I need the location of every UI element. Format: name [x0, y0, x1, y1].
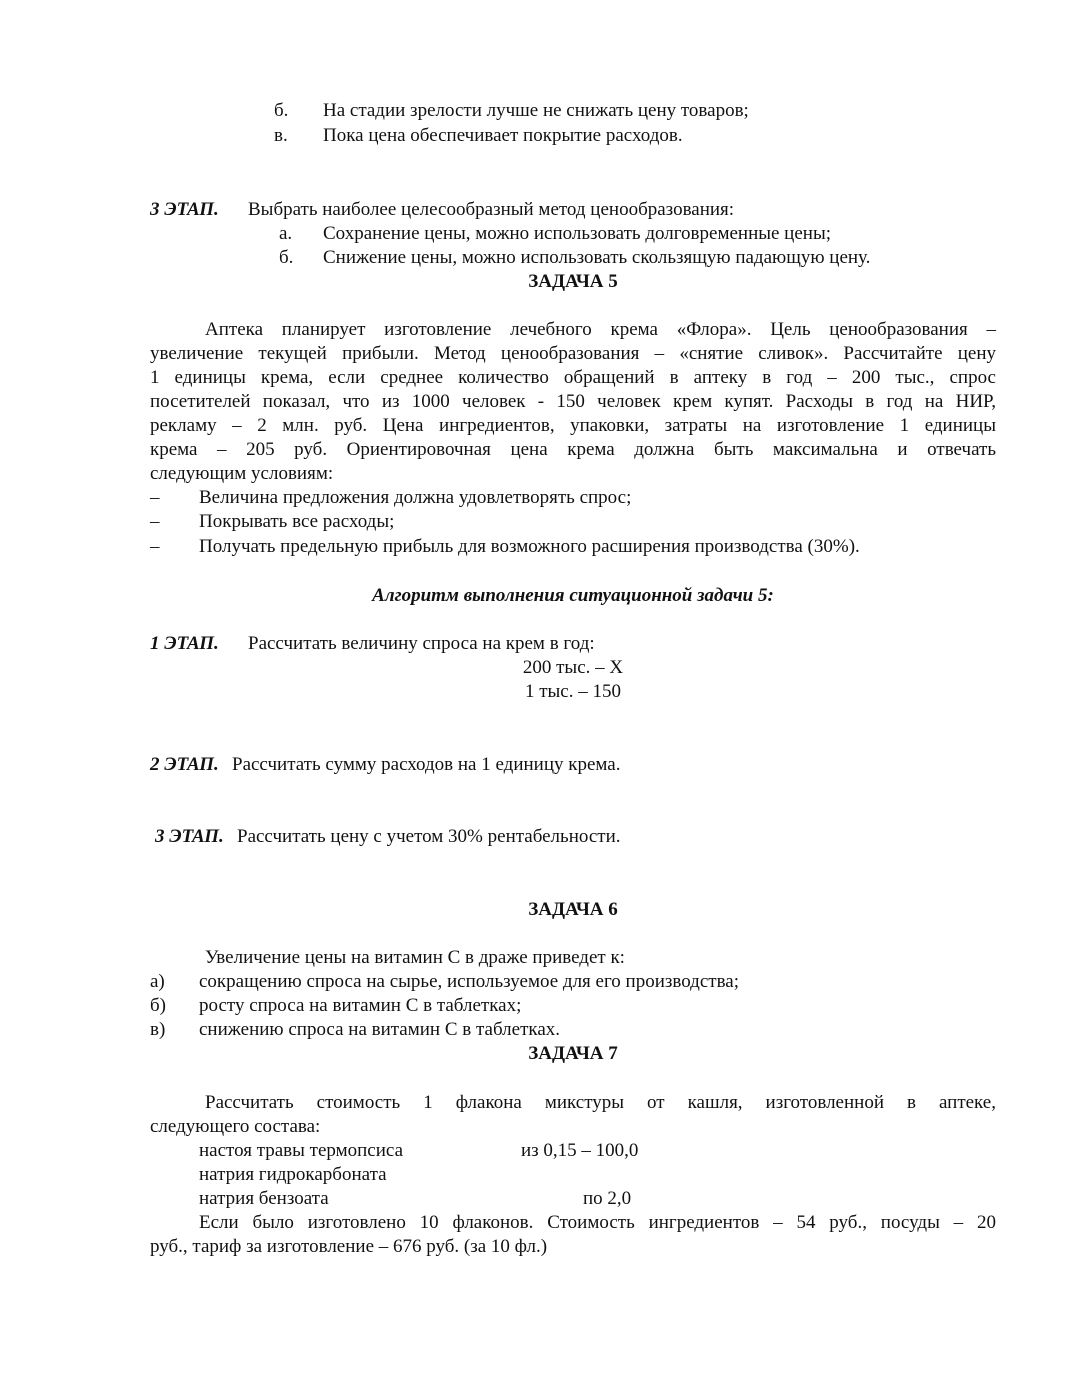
- stage-label: 1 ЭТАП.: [150, 633, 219, 654]
- list-marker: в.: [274, 125, 288, 146]
- option-marker: а): [150, 971, 165, 992]
- ingredient-amount: из 0,15 – 100,0: [521, 1140, 639, 1161]
- stage-text: Рассчитать величину спроса на крем в год:: [248, 633, 595, 654]
- option-text: сокращению спроса на сырье, используемое для его производства;: [199, 971, 740, 992]
- paragraph-line: следующего состава:: [150, 1116, 321, 1137]
- option-marker: в): [150, 1019, 166, 1040]
- task-title: ЗАДАЧА 6: [528, 899, 618, 920]
- paragraph-line: Рассчитать стоимость 1 флакона микстуры от кашля, изготовленной в аптеке,: [205, 1092, 996, 1113]
- paragraph-line: 1 единицы крема, если среднее количество обращений в аптеку в год – 200 тыс., спрос: [150, 367, 996, 388]
- list-item-text: Получать предельную прибыль для возможного расширения производства (30%).: [199, 536, 860, 557]
- list-marker: –: [150, 511, 160, 532]
- stage-text: Рассчитать сумму расходов на 1 единицу крема.: [232, 754, 621, 775]
- list-item-text: Снижение цены, можно использовать скользящую падающую цену.: [323, 247, 871, 268]
- paragraph-line: Если было изготовлено 10 флаконов. Стоимость ингредиентов – 54 руб., посуды – 20: [199, 1212, 996, 1233]
- list-marker: а.: [279, 223, 293, 244]
- list-marker: б.: [279, 247, 294, 268]
- list-item-text: Величина предложения должна удовлетворять спрос;: [199, 487, 632, 508]
- option-text: росту спроса на витамин С в таблетках;: [199, 995, 522, 1016]
- task-title: ЗАДАЧА 5: [528, 271, 618, 292]
- paragraph-line: Аптека планирует изготовление лечебного крема «Флора». Цель ценообразования –: [205, 319, 996, 340]
- stage-text: Рассчитать цену с учетом 30% рентабельности.: [237, 826, 621, 847]
- stage-label: 2 ЭТАП.: [150, 754, 219, 775]
- paragraph-line: посетителей показал, что из 1000 человек - 150 человек крем купят. Расходы в год на НИР,: [150, 391, 996, 412]
- list-marker: –: [150, 536, 160, 557]
- task-intro: Увеличение цены на витамин С в драже приведет к:: [205, 947, 625, 968]
- calc-line: 200 тыс. – Х: [522, 657, 624, 678]
- option-text: снижению спроса на витамин С в таблетках.: [199, 1019, 560, 1040]
- list-item-text: Покрывать все расходы;: [199, 511, 395, 532]
- list-item-text: Сохранение цены, можно использовать долговременные цены;: [323, 223, 831, 244]
- paragraph-line: увеличение текущей прибыли. Метод ценообразования – «снятие сливок». Рассчитайте цену: [150, 343, 996, 364]
- ingredient-name: натрия гидрокарбоната: [199, 1164, 387, 1185]
- stage-text: Выбрать наиболее целесообразный метод ценообразования:: [248, 199, 735, 220]
- paragraph-line: следующим условиям:: [150, 463, 334, 484]
- stage-label: 3 ЭТАП.: [150, 199, 219, 220]
- list-marker: б.: [274, 100, 289, 121]
- calc-line: 1 тыс. – 150: [524, 681, 621, 702]
- list-item-text: На стадии зрелости лучше не снижать цену товаров;: [323, 100, 749, 121]
- paragraph-line: крема – 205 руб. Ориентировочная цена крема должна быть максимальна и отвечать: [150, 439, 996, 460]
- paragraph-line: рекламу – 2 млн. руб. Цена ингредиентов, упаковки, затраты на изготовление 1 единицы: [150, 415, 996, 436]
- list-item-text: Пока цена обеспечивает покрытие расходов.: [323, 125, 683, 146]
- list-marker: –: [150, 487, 160, 508]
- stage-label: 3 ЭТАП.: [155, 826, 224, 847]
- algorithm-title: Алгоритм выполнения ситуационной задачи 5:: [372, 585, 774, 606]
- option-marker: б): [150, 995, 166, 1016]
- ingredient-amount: по 2,0: [583, 1188, 632, 1209]
- ingredient-name: настоя травы термопсиса: [199, 1140, 404, 1161]
- paragraph-line: руб., тариф за изготовление – 676 руб. (за 10 фл.): [150, 1236, 548, 1257]
- task-title: ЗАДАЧА 7: [528, 1043, 618, 1064]
- ingredient-name: натрия бензоата: [199, 1188, 329, 1209]
